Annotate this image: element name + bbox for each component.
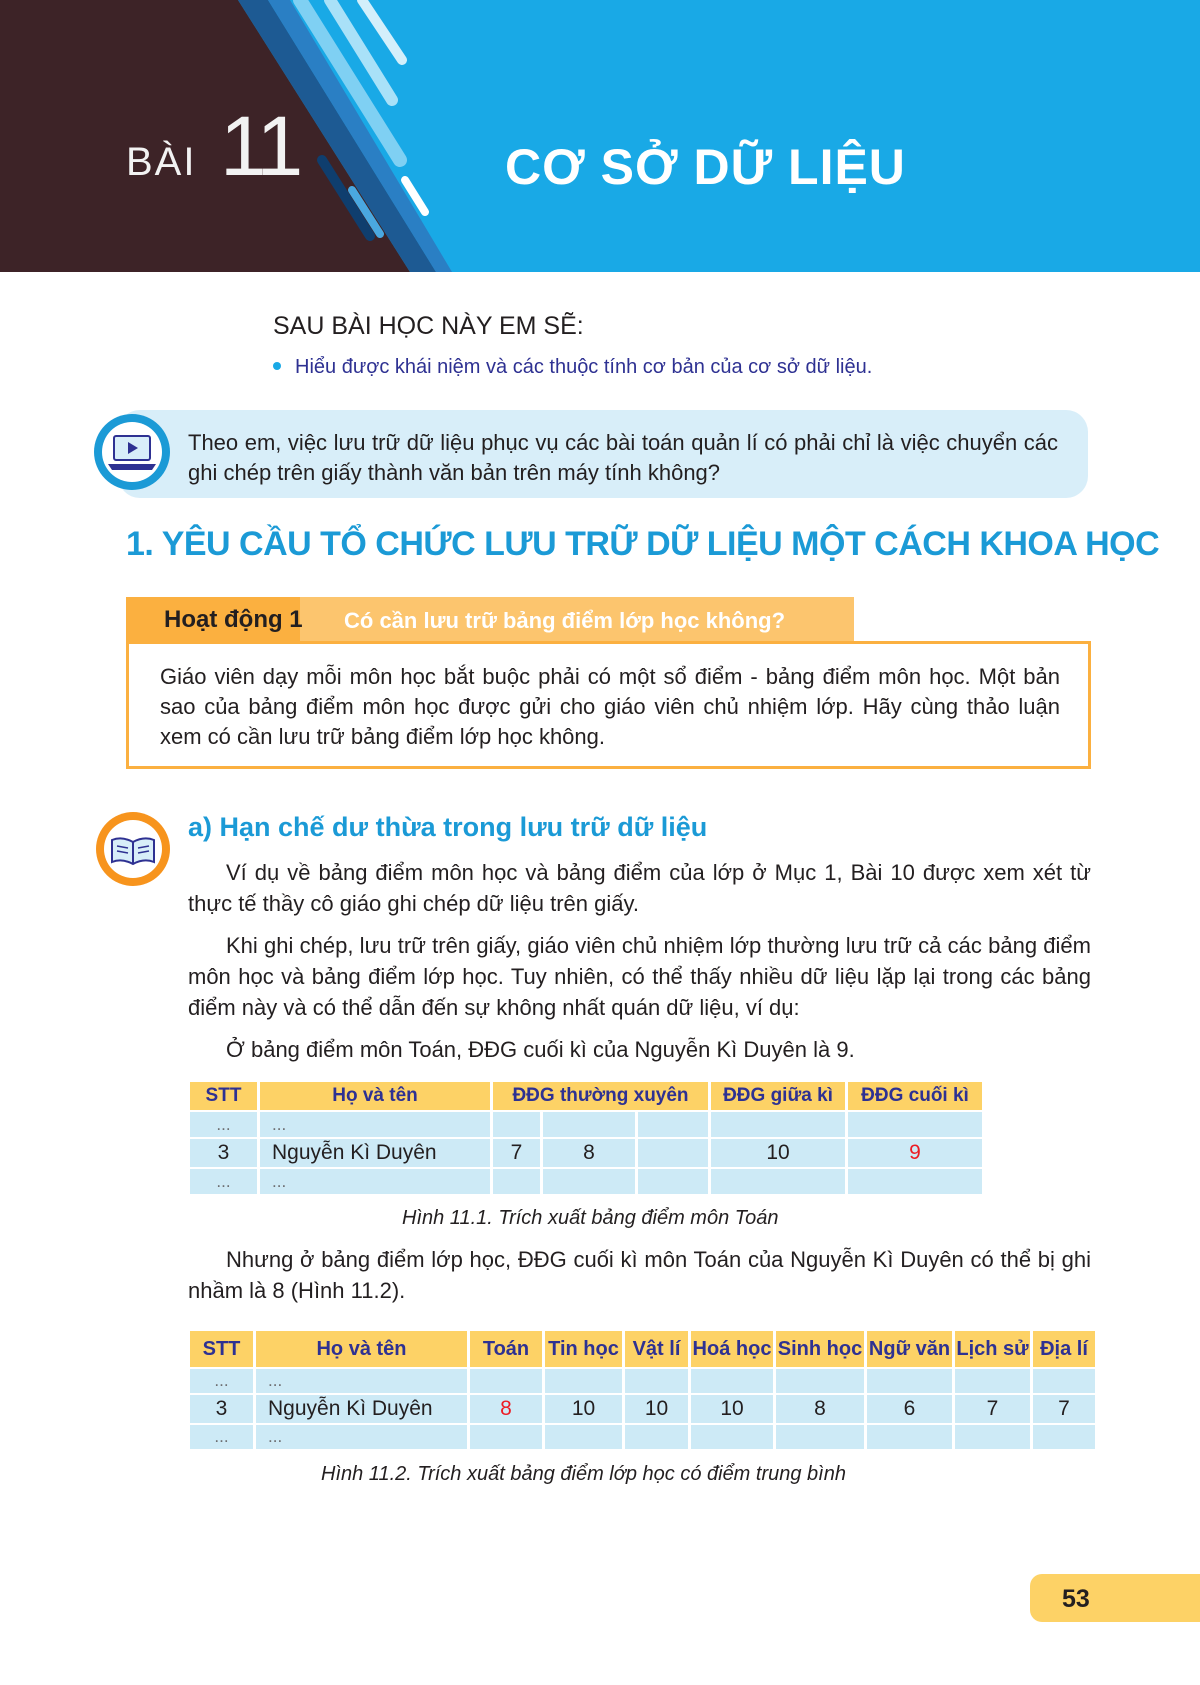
header-chemistry: Hoá học [691, 1331, 773, 1367]
laptop-video-icon [92, 412, 172, 492]
table-row [190, 1393, 1095, 1423]
objectives-heading: SAU BÀI HỌC NÀY EM SẼ: [273, 312, 584, 340]
objective-item [273, 356, 872, 379]
cell-biology: 8 [776, 1393, 864, 1423]
header-midterm-score: ĐĐG giữa kì [711, 1082, 845, 1110]
ellipsis-cell: ... [260, 1167, 490, 1194]
table-row [190, 1423, 1095, 1449]
header-final-score: ĐĐG cuối kì [848, 1082, 982, 1110]
paragraph-4 [188, 1244, 1091, 1306]
lesson-label: BÀI [126, 140, 197, 184]
paragraph-3 [188, 1034, 1091, 1065]
warmup-question: Theo em, việc lưu trữ dữ liệu phục vụ các bài toán quản lí có phải chỉ là việc chuyển các ghi chép trên giấy thành văn bản trên máy tính không? [188, 430, 1058, 485]
cell-regular-1: 7 [493, 1137, 540, 1167]
ellipsis-cell: ... [190, 1423, 253, 1449]
ellipsis-cell: ... [190, 1367, 253, 1393]
lesson-title: CƠ SỞ DỮ LIỆU [505, 139, 906, 195]
table-header-row [190, 1082, 982, 1110]
cell-name: Nguyễn Kì Duyên [260, 1137, 490, 1167]
ellipsis-cell: ... [260, 1110, 490, 1137]
cell-stt: 3 [190, 1137, 257, 1167]
cell-chemistry: 10 [691, 1393, 773, 1423]
table-header-row [190, 1331, 1095, 1367]
ellipsis-cell: ... [256, 1423, 467, 1449]
paragraph-4-text: Nhưng ở bảng điểm lớp học, ĐĐG cuối kì môn Toán của Nguyễn Kì Duyên có thể bị ghi nhầm là 8 (Hình 11.2). [188, 1247, 1091, 1303]
cell-physics: 10 [625, 1393, 688, 1423]
activity-label: Hoạt động 1 [164, 606, 303, 633]
lesson-banner [0, 0, 1200, 272]
subsection-heading: a) Hạn chế dư thừa trong lưu trữ dữ liệu [188, 812, 708, 842]
ellipsis-cell: ... [190, 1167, 257, 1194]
cell-regular-2: 8 [543, 1137, 635, 1167]
page-number-tab [1030, 1574, 1200, 1622]
paragraph-1-text: Ví dụ về bảng điểm môn học và bảng điểm của lớp ở Mục 1, Bài 10 được xem xét từ thực tế thầy cô giáo ghi chép dữ liệu trên giấy. [188, 860, 1091, 916]
cell-midterm: 10 [711, 1137, 845, 1167]
table-row [190, 1167, 982, 1194]
table-row [190, 1110, 982, 1137]
header-biology: Sinh học [776, 1331, 864, 1367]
paragraph-3-text: Ở bảng điểm môn Toán, ĐĐG cuối kì của Nguyễn Kì Duyên là 9. [226, 1037, 855, 1062]
cell-regular-3 [638, 1137, 708, 1167]
header-geography: Địa lí [1033, 1331, 1095, 1367]
header-literature: Ngữ văn [867, 1331, 952, 1367]
paragraph-2 [188, 930, 1091, 1023]
header-history: Lịch sử [955, 1331, 1030, 1367]
bullet-icon [273, 362, 281, 370]
paragraph-2-text: Khi ghi chép, lưu trữ trên giấy, giáo viên chủ nhiệm lớp thường lưu trữ cả các bảng điểm môn học và bảng điểm lớp học. Tuy nhiên, có thể thấy nhiều dữ liệu lặp lại trong các bảng điểm này và có thể dẫn đến sự không nhất quán dữ liệu, ví dụ: [188, 933, 1091, 1020]
cell-informatics: 10 [545, 1393, 622, 1423]
cell-final: 9 [848, 1137, 982, 1167]
table-row [190, 1137, 982, 1167]
page-number: 53 [1062, 1585, 1090, 1613]
cell-history: 7 [955, 1393, 1030, 1423]
cell-geography: 7 [1033, 1393, 1095, 1423]
table-row [190, 1367, 1095, 1393]
section-heading: 1. YÊU CẦU TỔ CHỨC LƯU TRỮ DỮ LIỆU MỘT CÁCH KHOA HỌC [126, 525, 1160, 563]
cell-math: 8 [470, 1393, 542, 1423]
activity-text: Giáo viên dạy mỗi môn học bắt buộc phải có một sổ điểm - bảng điểm môn học. Một bản sao của bảng điểm môn học được gửi cho giáo viên chủ nhiệm lớp. Hãy cùng thảo luận xem có cần lưu trữ bảng điểm lớp học không. [160, 664, 1060, 749]
activity-title: Có cần lưu trữ bảng điểm lớp học không? [344, 608, 786, 633]
header-math: Toán [470, 1331, 542, 1367]
figure-caption-1: Hình 11.1. Trích xuất bảng điểm môn Toán [402, 1207, 779, 1229]
cell-name: Nguyễn Kì Duyên [256, 1393, 467, 1423]
ellipsis-cell: ... [190, 1110, 257, 1137]
header-regular-score: ĐĐG thường xuyên [493, 1082, 708, 1110]
lesson-number: 11 [220, 99, 300, 193]
banner-graphic [0, 0, 1200, 272]
cell-literature: 6 [867, 1393, 952, 1423]
figure-caption-2: Hình 11.2. Trích xuất bảng điểm lớp học có điểm trung bình [321, 1463, 846, 1485]
header-name: Họ và tên [256, 1331, 467, 1367]
header-physics: Vật lí [625, 1331, 688, 1367]
cell-stt: 3 [190, 1393, 253, 1423]
open-book-icon [94, 810, 172, 888]
header-name: Họ và tên [260, 1082, 490, 1110]
paragraph-1 [188, 857, 1091, 919]
header-stt: STT [190, 1082, 257, 1110]
header-informatics: Tin học [545, 1331, 622, 1367]
class-gradebook-table [187, 1331, 1098, 1449]
subject-gradebook-table [187, 1082, 985, 1194]
objective-text: Hiểu được khái niệm và các thuộc tính cơ bản của cơ sở dữ liệu. [295, 356, 873, 378]
header-stt: STT [190, 1331, 253, 1367]
ellipsis-cell: ... [256, 1367, 467, 1393]
